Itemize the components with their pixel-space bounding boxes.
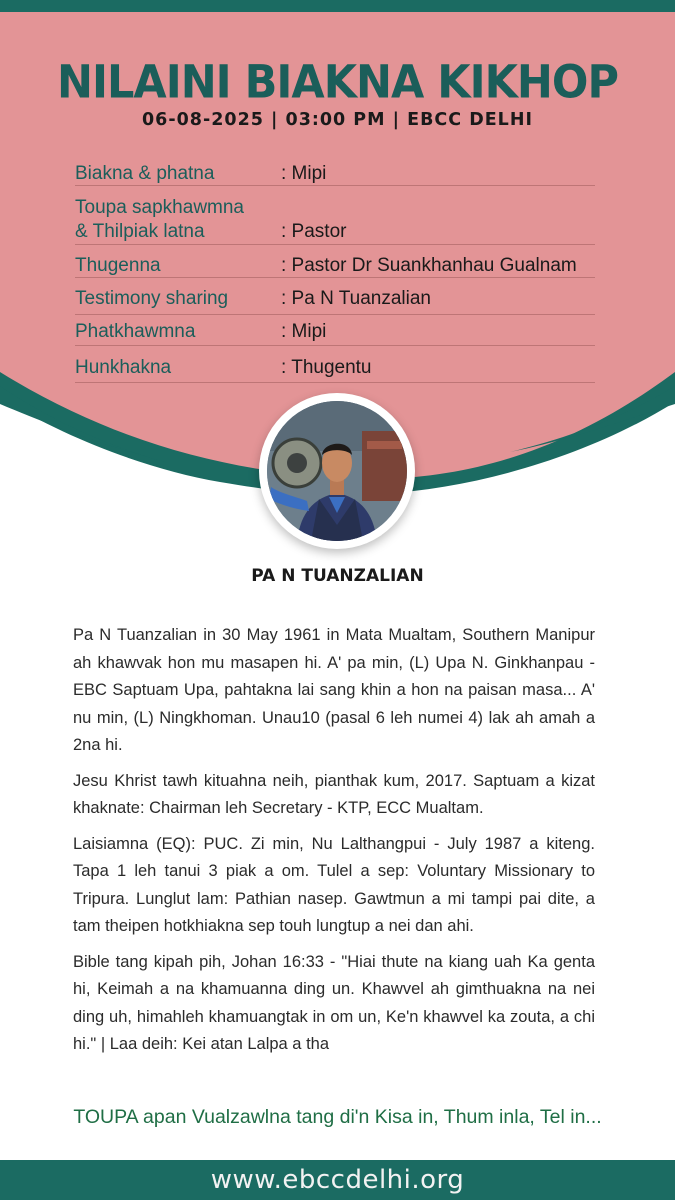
- program-row: [75, 315, 595, 346]
- program-value: : Mipi: [281, 163, 327, 184]
- program-list: [75, 158, 595, 383]
- program-label: Phatkhawmna: [75, 321, 196, 342]
- portrait-photo: [267, 401, 407, 541]
- bio-paragraph: Bible tang kipah pih, Johan 16:33 - "Hiai thute na kiang uah Ka genta hi, Keimah a na khamuanna ding un. Khawvel ah gimthuakna na nei ding uh, himahleh khamuangtak in om un, Ke'n khawvel ka zouta, a chi hi." | Laa deih: Kei atan Lalpa a tha: [73, 952, 595, 1053]
- program-label: Hunkhakna: [75, 357, 172, 378]
- program-row: [75, 278, 595, 315]
- footer-bar: [0, 1160, 675, 1200]
- program-value: : Mipi: [281, 321, 327, 342]
- program-label: Biakna & phatna: [75, 163, 215, 184]
- bio-paragraph: Jesu Khrist tawh kituahna neih, pianthak kum, 2017. Saptuam a kizat khaknate: Chairman leh Secretary - KTP, ECC Mualtam.: [73, 771, 595, 817]
- program-label: Toupa sapkhawmna: [75, 197, 244, 218]
- website-link[interactable]: www.ebccdelhi.org: [210, 1165, 465, 1195]
- program-value: : Pastor Dr Suankhanhau Gualnam: [281, 255, 577, 276]
- program-row: [75, 245, 595, 278]
- program-row: [75, 346, 595, 383]
- speaker-name: PA N TUANZALIAN: [251, 566, 424, 586]
- avatar: [267, 401, 407, 541]
- tagline: TOUPA apan Vualzawlna tang di'n Kisa in, Thum inla, Tel in...: [73, 1106, 602, 1128]
- program-row: [75, 186, 595, 245]
- program-row: [75, 158, 595, 186]
- page-title: NILAINI BIAKNA KIKHOP: [57, 56, 618, 110]
- program-value: : Pa N Tuanzalian: [281, 288, 431, 309]
- program-value: : Pastor: [281, 221, 347, 242]
- event-datetime: 06-08-2025 | 03:00 PM | EBCC DELHI: [142, 110, 533, 130]
- bio-paragraph: Pa N Tuanzalian in 30 May 1961 in Mata Mualtam, Southern Manipur ah khawvak hon mu masapen hi. A' pa min, (L) Upa N. Ginkhanpau - EBC Saptuam Upa, pahtakna lai sang khin a hon na paisan masa... A' nu min, (L) Ningkhoman. Unau10 (pasal 6 leh numei 4) lak ah amah a 2na hi.: [73, 626, 595, 754]
- program-value: : Thugentu: [281, 357, 372, 378]
- program-label-line2: & Thilpiak latna: [75, 221, 205, 242]
- program-label: Thugenna: [75, 255, 161, 276]
- biography: [73, 622, 595, 1067]
- bio-paragraph: Laisiamna (EQ): PUC. Zi min, Nu Lalthangpui - July 1987 a kiteng. Tapa 1 leh tanui 3 piak a om. Tulel a sep: Voluntary Missionary to Tripura. Lunglut lam: Pathian nasep. Gawtmun a mi tampi pai dite, a tam theipen hotkhiakna sep touh lungtup a nei dan ahi.: [73, 834, 595, 935]
- avatar-frame: [259, 393, 415, 549]
- program-label: Testimony sharing: [75, 288, 229, 309]
